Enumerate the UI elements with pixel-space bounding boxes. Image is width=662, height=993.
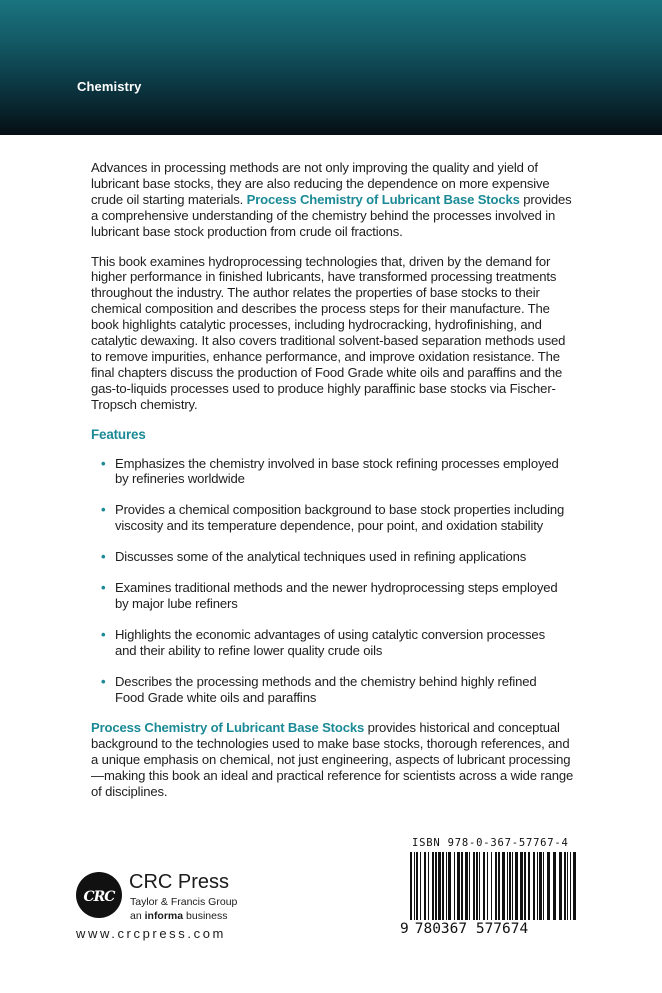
barcode-bar (424, 852, 426, 920)
tagline-suffix: business (183, 910, 228, 922)
feature-text: Examines traditional methods and the newer hydroprocessing steps employed by major lube refiners (115, 580, 558, 611)
crc-logo-text: CRC (83, 889, 115, 905)
feature-item (91, 549, 575, 565)
barcode-bar (564, 852, 566, 920)
barcode-bar (547, 852, 550, 920)
barcode-bar (537, 852, 538, 920)
feature-text: Emphasizes the chemistry involved in base stock refining processes employed by refineries worldwide (115, 455, 559, 487)
barcode-bar (570, 852, 571, 920)
barcode-bar (509, 852, 511, 920)
publisher-website: www.crcpress.com (76, 926, 226, 941)
barcode-bar (416, 852, 418, 920)
barcode-bar (469, 852, 470, 920)
feature-item (91, 627, 575, 659)
isbn-digit-groups: 780367 577674 (414, 921, 529, 937)
barcode-bars (410, 852, 582, 922)
barcode-bar (515, 852, 518, 920)
barcode-bar (432, 852, 434, 920)
barcode-bar (414, 852, 415, 920)
barcode-bar (438, 852, 441, 920)
feature-text: Highlights the economic advantages of using catalytic conversion processes and their ability to refine lower quality crude oils (115, 626, 545, 658)
barcode-bar (543, 852, 544, 920)
publisher-name: CRC Press (129, 871, 230, 893)
tagline-prefix: an (130, 910, 145, 922)
barcode-bar (533, 852, 535, 920)
feature-text: Provides a chemical composition background to base stock properties including viscosity and its temperature dependence, pour point, and oxidation stability (115, 502, 565, 534)
book-title-closing: Process Chemistry of Lubricant Base Stocks (91, 720, 365, 736)
intro-text-start: Advances in processing methods are not only improving the quality and yield of lubricant base stocks, they are also reducing the dependence on more expensive crude oil starting materials. (91, 160, 550, 207)
barcode-bar (465, 852, 468, 920)
closing-paragraph (91, 720, 575, 800)
barcode-bar (483, 852, 485, 920)
barcode-bar (528, 852, 530, 920)
intro-text-end: provides a comprehensive understanding of the chemistry behind the processes involved in lubricant base stock production from crude oil fractions. (91, 191, 572, 239)
barcode-bar (491, 852, 492, 920)
bullet-icon: • (101, 502, 106, 518)
barcode-bar (520, 852, 523, 920)
feature-item (91, 580, 575, 612)
barcode-bar (454, 852, 455, 920)
barcode-bar (512, 852, 513, 920)
barcode-bar (420, 852, 421, 920)
barcode-bar (448, 852, 451, 920)
barcode-bar (559, 852, 562, 920)
barcode-bar (524, 852, 526, 920)
barcode-bar (502, 852, 505, 920)
barcode-bar (461, 852, 463, 920)
barcode-bar (498, 852, 500, 920)
features-list (91, 456, 575, 706)
barcode-bar (507, 852, 508, 920)
publisher-tagline (130, 910, 227, 922)
barcode-bar (457, 852, 460, 920)
description-paragraph: This book examines hydroprocessing technologies that, driven by the demand for higher performance in finished lubricants, have transformed processing treatments throughout the industry. The author relates the properties of base stocks to their chemical composition and describes the process steps for their manufacture. The book highlights catalytic processes, including hydrocracking, hydrofinishing, and catalytic dewaxing. It also covers traditional solvent-based separation methods used to remove impurities, enhance performance, and improve oxidation resistance. The final chapters discuss the production of Food Grade white oils and paraffins and the gas-to-liquids processes used to produce highly paraffinic base stocks via Fischer-Tropsch chemistry. (91, 253, 566, 412)
bullet-icon: • (101, 549, 106, 565)
isbn-label: ISBN 978-0-367-57767-4 (412, 837, 569, 849)
bullet-icon: • (101, 626, 106, 642)
feature-item (91, 456, 575, 488)
barcode-bar (428, 852, 429, 920)
barcode-bar (553, 852, 556, 920)
barcode-bar (567, 852, 568, 920)
barcode-bar (442, 852, 444, 920)
bullet-icon: • (101, 580, 106, 596)
header-band (0, 0, 662, 135)
crc-logo-icon (76, 872, 122, 918)
barcode-bar (573, 852, 576, 920)
isbn-barcode (398, 834, 584, 940)
tagline-brand: informa (144, 910, 184, 922)
feature-text: Discusses some of the analytical techniques used in refining applications (115, 549, 527, 565)
category-label: Chemistry (77, 79, 142, 94)
barcode-bar (410, 852, 412, 920)
closing-text: provides historical and conceptual background to the technologies used to make base stocks, thorough references, and a unique emphasis on chemical, not just engineering, aspects of lubricant processing—making this book an ideal and practical reference for scientists across a wide range of disciplines. (91, 720, 574, 800)
barcode-bar (539, 852, 542, 920)
back-cover-text (91, 160, 575, 800)
features-heading: Features (91, 426, 146, 442)
barcode-bar (446, 852, 447, 920)
feature-text: Describes the processing methods and the chemistry behind highly refined Food Grade white oils and paraffins (115, 673, 537, 705)
publisher-group: Taylor & Francis Group (130, 896, 238, 908)
bullet-icon: • (101, 455, 106, 471)
intro-paragraph (91, 160, 575, 240)
isbn-lead-digit: 9 (400, 921, 409, 937)
feature-item (91, 502, 575, 534)
barcode-bar (435, 852, 437, 920)
feature-item (91, 674, 575, 706)
barcode-bar (473, 852, 475, 920)
isbn-digits (400, 921, 528, 937)
barcode-bar (476, 852, 478, 920)
barcode-bar (495, 852, 497, 920)
barcode-bar (487, 852, 488, 920)
bullet-icon: • (101, 673, 106, 689)
barcode-bar (479, 852, 480, 920)
book-title-inline: Process Chemistry of Lubricant Base Stocks (246, 191, 520, 207)
